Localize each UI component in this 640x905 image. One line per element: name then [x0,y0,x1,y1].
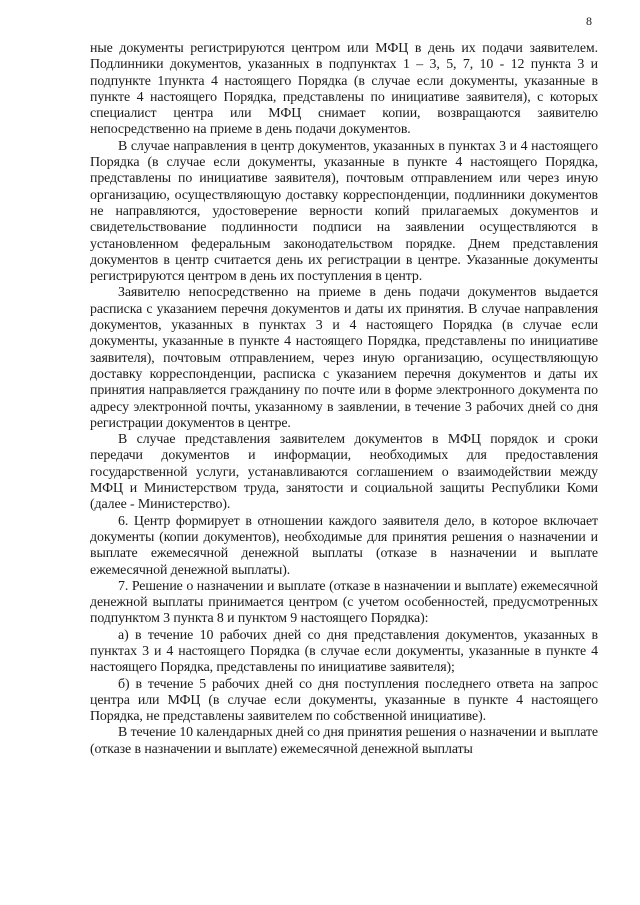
paragraph-continuation: ные документы регистрируются центром или МФЦ в день их подачи заявителем. Подлинники документов, указанных в подпунктах 1 – 3, 5, 7, 10 - 12 пункта 3 и подпункте 1пункта 4 настоящего Порядка (в случае если документы, указанные в пункте 4 настоящего Порядка, представлены по инициативе заявителя), с которых специалист центра или МФЦ снимает копии, возвращаются заявителю непосредственно на приеме в день подачи документов. [90,41,598,138]
paragraph-mfc-agreement: В случае представления заявителем документов в МФЦ порядок и сроки передачи документов и информации, необходимых для предоставления государственной услуги, устанавливаются соглашением о взаимодействии между МФЦ и Министерством труда, занятости и социальной защиты Республики Коми (далее - Министерство). [90,432,598,513]
paragraph-postal-submission: В случае направления в центр документов, указанных в пунктах 3 и 4 настоящего Порядка (в случае если документы, указанные в пункте 4 настоящего Порядка, представлены по инициативе заявителя), почтовым отправлением или через иную организацию, осуществляющую доставку корреспонденции, подлинники документов не направляются, удостоверение верности копий прилагаемых документов и свидетельствование подлинности подписи на заявлении осуществляются в установленном федеральным законодательством порядке. Днем представления документов в центр считается день их регистрации в центре. Указанные документы регистрируются центром в день их поступления в центр. [90,138,598,285]
paragraph-receipt: Заявителю непосредственно на приеме в день подачи документов выдается расписка с указанием перечня документов и даты их принятия. В случае направления документов, указанных в пунктах 3 и 4 настоящего Порядка (в случае если документы, указанные в пункте 4 настоящего Порядка, представлены по инициативе заявителя), почтовым отправлением, через иную организацию, осуществляющую доставку корреспонденции, расписка с указанием перечня документов и даты их принятия направляется гражданину по почте или в форме электронного документа по адресу электронной почты, указанному в заявлении, в течение 3 рабочих дней со дня регистрации документов в центре. [90,285,598,431]
paragraph-item-7b: б) в течение 5 рабочих дней со дня поступления последнего ответа на запрос центра или МФЦ (в случае если документы, указанные в пункте 4 настоящего Порядка, не представлены заявителем по собственной инициативе). [90,676,598,725]
document-body [90,41,598,758]
paragraph-decision-notice: В течение 10 календарных дней со дня принятия решения о назначении и выплате (отказе в назначении и выплате) ежемесячной денежной выплаты [90,725,598,757]
paragraph-item-6: 6. Центр формирует в отношении каждого заявителя дело, в которое включает документы (копии документов), необходимые для принятия решения о назначении и выплате ежемесячной денежной выплаты (отказе в назначении и выплате ежемесячной денежной выплаты). [90,513,598,578]
paragraph-item-7: 7. Решение о назначении и выплате (отказе в назначении и выплате) ежемесячной денежной выплаты принимается центром (с учетом особенностей, предусмотренных подпунктом 3 пункта 8 и пунктом 9 настоящего Порядка): [90,578,598,627]
page-number: 8 [586,14,592,28]
paragraph-item-7a: а) в течение 10 рабочих дней со дня представления документов, указанных в пунктах 3 и 4 настоящего Порядка (в случае если документы, указанные в пункте 4 настоящего Порядка, представлены по инициативе заявителя); [90,627,598,676]
